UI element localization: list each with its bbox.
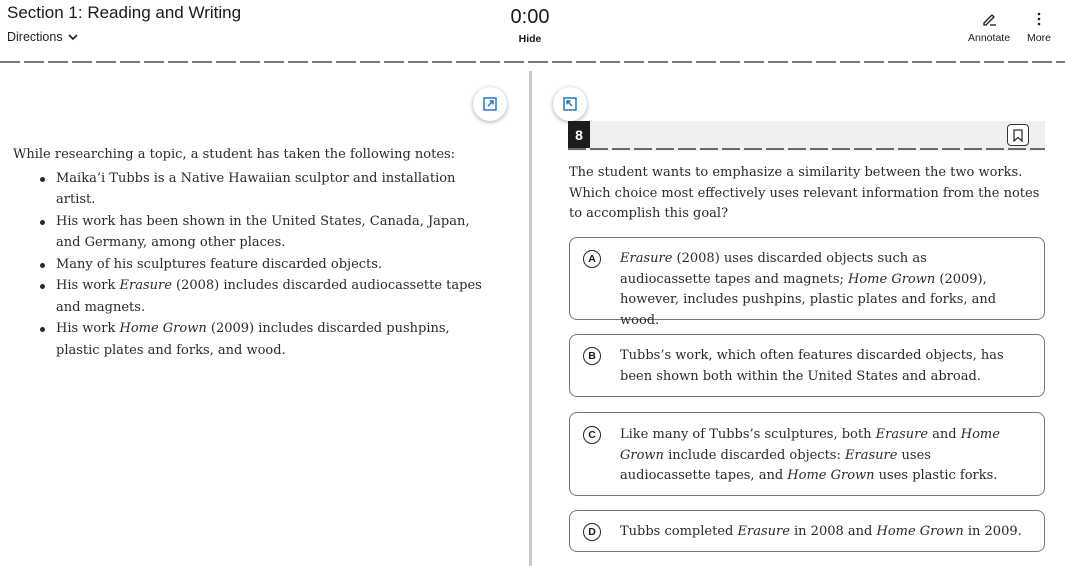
section-title: Section 1: Reading and Writing: [7, 3, 242, 22]
note-item: His work Home Grown (2009) includes discarded pushpins, plastic plates and forks, and wood.: [13, 318, 483, 361]
choice-letter: C: [583, 426, 601, 444]
choice-letter: B: [583, 347, 601, 365]
choice-letter: D: [583, 523, 601, 541]
vertical-dots-icon: [1030, 10, 1048, 28]
bullet: [40, 327, 45, 332]
answer-choice-a[interactable]: [569, 237, 1045, 328]
question-header-rule: [568, 148, 1045, 150]
choice-text: Erasure (2008) uses discarded objects such as audiocassette tapes and magnets; Home Grown (2009), however, includes pushpins, plastic plates and forks, and wood.: [620, 251, 997, 328]
question-number: 8: [568, 121, 590, 148]
bullet: [40, 263, 45, 268]
bookmark-icon: [1013, 129, 1023, 142]
bullet: [40, 177, 45, 182]
top-bar: [0, 0, 1065, 62]
annotate-label: Annotate: [968, 32, 1011, 44]
passage: [13, 144, 483, 361]
note-item: Many of his sculptures feature discarded objects.: [13, 254, 483, 276]
notes-list: [13, 168, 483, 362]
answer-choice-b[interactable]: [569, 334, 1045, 397]
more-button[interactable]: [1027, 10, 1051, 44]
panel-divider[interactable]: [529, 71, 532, 566]
chevron-down-icon: [67, 31, 79, 43]
annotate-button[interactable]: [968, 10, 1010, 44]
note-item: His work has been shown in the United States, Canada, Japan, and Germany, among other places.: [13, 211, 483, 254]
note-item: Maika’i Tubbs is a Native Hawaiian sculptor and installation artist.: [13, 168, 483, 211]
answer-choice-c[interactable]: [569, 412, 1045, 496]
passage-intro: While researching a topic, a student has taken the following notes:: [13, 147, 456, 162]
mark-for-review-button[interactable]: [1007, 124, 1029, 146]
expand-icon: [482, 96, 498, 112]
pen-icon: [980, 10, 998, 28]
timer: 0:00: [510, 6, 550, 28]
note-item: His work Erasure (2008) includes discarded audiocassette tapes and magnets.: [13, 275, 483, 318]
directions-toggle[interactable]: [7, 30, 79, 44]
choice-text: Like many of Tubbs’s sculptures, both Erasure and Home Grown include discarded objects: Erasure uses audiocassette tapes, and Home Grown uses plastic forks.: [620, 427, 1000, 483]
choice-text: Tubbs’s work, which often features discarded objects, has been shown both within the United States and abroad.: [620, 348, 1004, 384]
header-divider: [0, 61, 1065, 63]
answer-choice-d[interactable]: [569, 510, 1045, 552]
expand-question-button[interactable]: [553, 87, 587, 121]
question-header-bar: [568, 121, 1045, 151]
expand-passage-button[interactable]: [473, 87, 507, 121]
collapse-icon: [562, 96, 578, 112]
hide-timer-button[interactable]: Hide: [518, 33, 542, 45]
directions-label: Directions: [7, 30, 63, 44]
bullet: [40, 220, 45, 225]
more-label: More: [1027, 32, 1051, 44]
bullet: [40, 284, 45, 289]
question-stem: The student wants to emphasize a similarity between the two works. Which choice most effectively uses relevant information from the notes to accomplish this goal?: [569, 165, 1040, 221]
choice-letter: A: [583, 250, 601, 268]
choice-text: Tubbs completed Erasure in 2008 and Home Grown in 2009.: [620, 524, 1022, 539]
